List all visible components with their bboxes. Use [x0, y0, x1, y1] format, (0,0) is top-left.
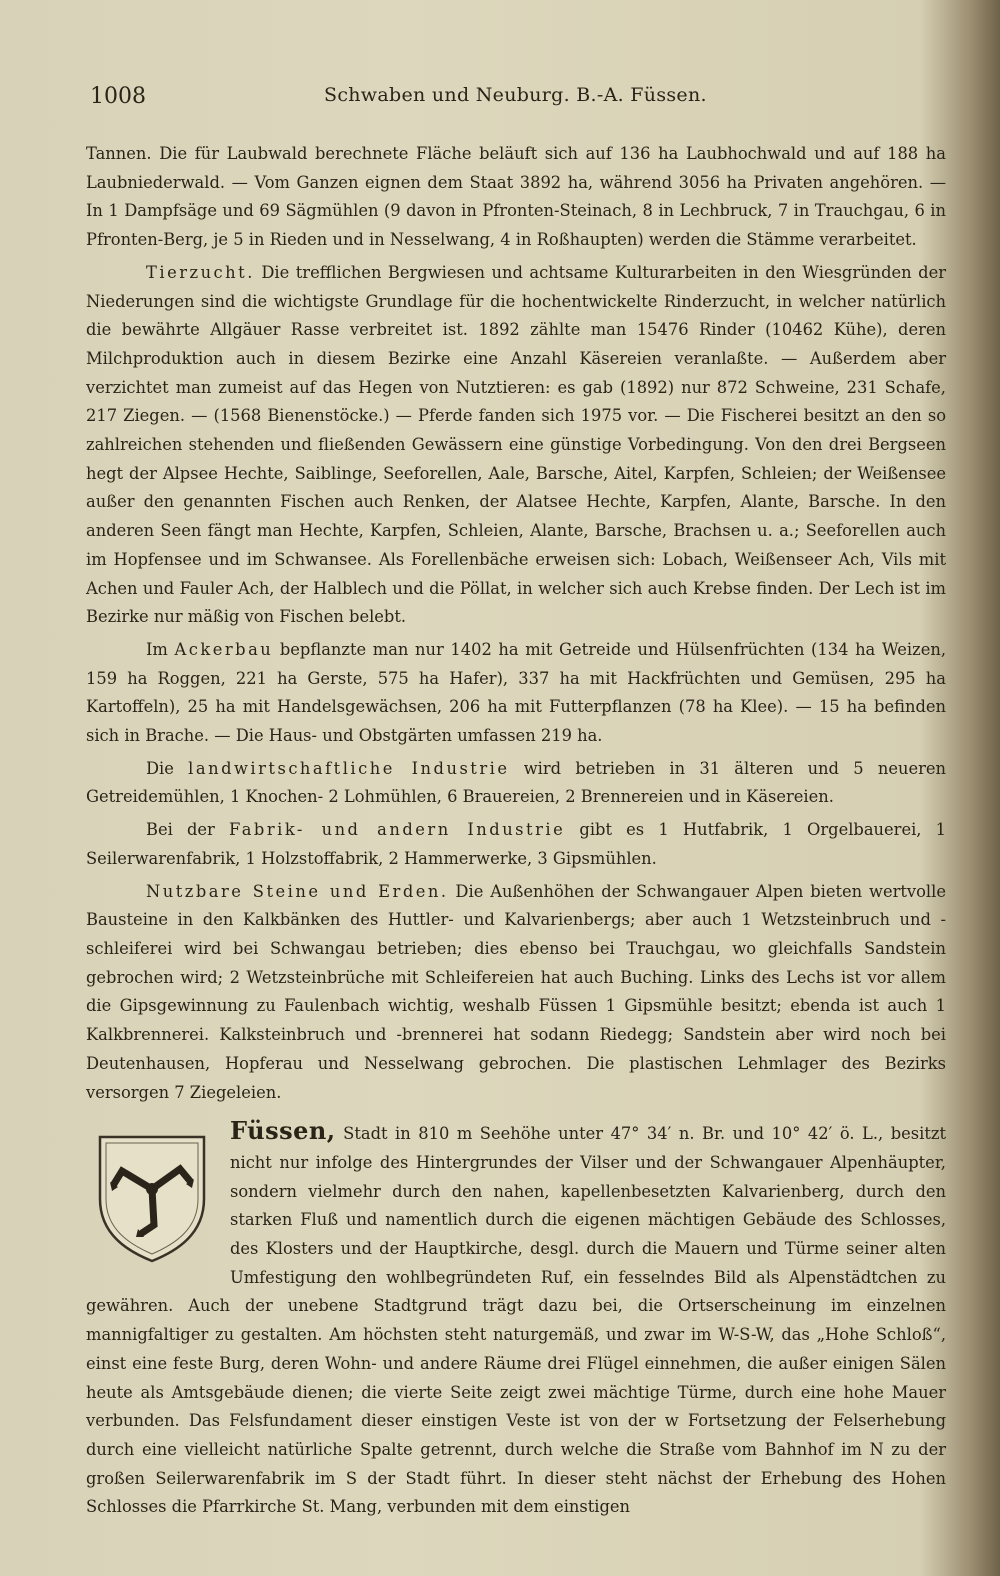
page-number: 1008: [90, 84, 146, 109]
paragraph-stones-earths: Nutzbare Steine und Erden. Die Außenhöhen der Schwangauer Alpen bieten wertvolle Bausteine in den Kalkbänken des Huttler- und Kalvarienbergs; aber auch 1 Wetzsteinbruch und -schleiferei wird bei Schwangau betrieben; dies ebenso bei Trauchgau, wo gleichfalls Sandstein gebrochen wird; 2 Wetzsteinbrüche mit Schleifereien hat auch Buching. Links des Lechs ist vor allem die Gipsgewinnung zu Faulenbach wichtig, weshalb Füssen 1 Gipsmühle besitzt; ebenda ist auch 1 Kalkbrennerei. Kalksteinbruch und -brennerei hat sodann Riedegg; Sandstein aber wird noch bei Deutenhausen, Hopferau und Nesselwang gebrochen. Die plastischen Lehmlager des Bezirks versorgen 7 Ziegeleien.: [86, 881, 946, 1102]
entry-title: Füssen,: [230, 1116, 336, 1146]
page-header: [86, 84, 946, 124]
section-lead: landwirtschaftliche Industrie: [188, 758, 510, 778]
section-lead: Tierzucht.: [146, 262, 255, 282]
entry-paragraph: Füssen, Stadt in 810 m Seehöhe unter 47° 34′ n. Br. und 10° 42′ ö. L., besitzt nicht nur infolge des Hintergrundes der Vilser und der Schwangauer Alpenhäupter, sondern vielmehr durch den nahen, kapellenbesetzten Kalvarienberg, durch den starken Fluß und namentlich durch die eigenen mächtigen Gebäude des Schlosses, des Klosters und der Hauptkirche, desgl. durch die Mauern und Türme seiner alten Umfestigung den wohlbegründeten Ruf, ein fesselndes Bild als Alpenstädtchen zu gewähren. Auch der unebene Stadtgrund trägt dazu bei, die Ortserscheinung im einzelnen mannigfaltiger zu gestalten. Am höchsten steht naturgemäß, und zwar im W-S-W, das „Hohe Schloß“, einst eine feste Burg, deren Wohn- und andere Räume drei Flügel einnehmen, die außer einigen Sälen heute als Amtsgebäude dienen; die vierte Seite zeigt zwei mächtige Türme, durch eine hohe Mauer verbunden. Das Felsfundament dieser einstigen Veste ist von der w Fortsetzung der Felserhebung durch eine vielleicht natürliche Spalte getrennt, durch welche die Straße vom Bahnhof im N zu der großen Seilerwarenfabrik im S der Stadt führt. In dieser steht nächst der Erhebung des Hohen Schlosses die Pfarrkirche St. Mang, verbunden mit dem einstigen: [86, 1116, 946, 1517]
coat-of-arms-icon: [92, 1129, 212, 1265]
paragraph-animal-husbandry: Tierzucht. Die trefflichen Bergwiesen und achtsame Kulturarbeiten in den Wiesgründen der Niederungen sind die wichtigste Grundlage für die hochentwickelte Rinderzucht, in welcher natürlich die bewährte Allgäuer Rasse verbreitet ist. 1892 zählte man 15476 Rinder (10462 Kühe), deren Milchproduktion auch in diesem Bezirke eine Anzahl Käsereien veranlaßte. — Außerdem aber verzichtet man zumeist auf das Hegen von Nutztieren: es gab (1892) nur 872 Schweine, 231 Schafe, 217 Ziegen. — (1568 Bienenstöcke.) — Pferde fanden sich 1975 vor. — Die Fischerei besitzt an den so zahlreichen stehenden und fließenden Gewässern eine günstige Vorbedingung. Von den drei Bergseen hegt der Alpsee Hechte, Saiblinge, Seeforellen, Aale, Barsche, Aitel, Karpfen, Schleien; der Weißensee außer den genannten Fischen auch Renken, der Alatsee Hechte, Karpfen, Alante, Barsche. In den anderen Seen fängt man Hechte, Karpfen, Schleien, Alante, Barsche, Brachsen u. a.; Seeforellen auch im Hopfensee und im Schwansee. Als Forellenbäche erweisen sich: Lobach, Weißenseer Ach, Vils mit Achen und Fauler Ach, der Halblech und die Pöllat, in welcher sich auch Krebse finden. Der Lech ist im Bezirke nur mäßig von Fischen belebt.: [86, 262, 946, 627]
running-head: Schwaben und Neuburg. B.-A. Füssen.: [324, 84, 707, 106]
paragraph-industry: Bei der Fabrik- und andern Industrie gibt es 1 Hutfabrik, 1 Orgelbauerei, 1 Seilerwarenfabrik, 1 Holzstoffabrik, 2 Hammerwerke, 3 Gipsmühlen.: [86, 820, 947, 868]
section-lead: Nutzbare Steine und Erden.: [146, 881, 449, 901]
paragraph-forestry: Tannen. Die für Laubwald berechnete Fläche beläuft sich auf 136 ha Laubhochwald und auf 188 ha Laubniederwald. — Vom Ganzen eignen dem Staat 3892 ha, während 3056 ha Privaten angehören. — In 1 Dampfsäge und 69 Sägmühlen (9 davon in Pfronten-Steinach, 8 in Lechbruck, 7 in Trauchgau, 6 in Pfronten-Berg, je 5 in Rieden und in Nesselwang, 4 in Roßhaupten) werden die Stämme verarbeitet.: [86, 144, 946, 250]
paragraph-agriculture: Im Ackerbau bepflanzte man nur 1402 ha mit Getreide und Hülsenfrüchten (134 ha Weizen, 159 ha Roggen, 221 ha Gerste, 575 ha Hafer), 337 ha mit Hackfrüchten und Gemüsen, 295 ha Kartoffeln), 25 ha mit Handelsgewächsen, 206 ha mit Futterpflanzen (78 ha Klee). — 15 ha befinden sich in Brache. — Die Haus- und Obstgärten umfassen 219 ha.: [86, 639, 946, 746]
section-lead: Fabrik- und andern Industrie: [229, 820, 566, 840]
entry-fuessen: [86, 1117, 946, 1522]
body-text: [86, 140, 946, 1526]
paragraph-agricultural-industry: Die landwirtschaftliche Industrie wird betrieben in 31 älteren und 5 neueren Getreidemühlen, 1 Knochen- 2 Lohmühlen, 6 Brauereien, 2 Brennereien und in Käsereien.: [86, 758, 946, 807]
section-lead: Ackerbau: [174, 639, 274, 659]
